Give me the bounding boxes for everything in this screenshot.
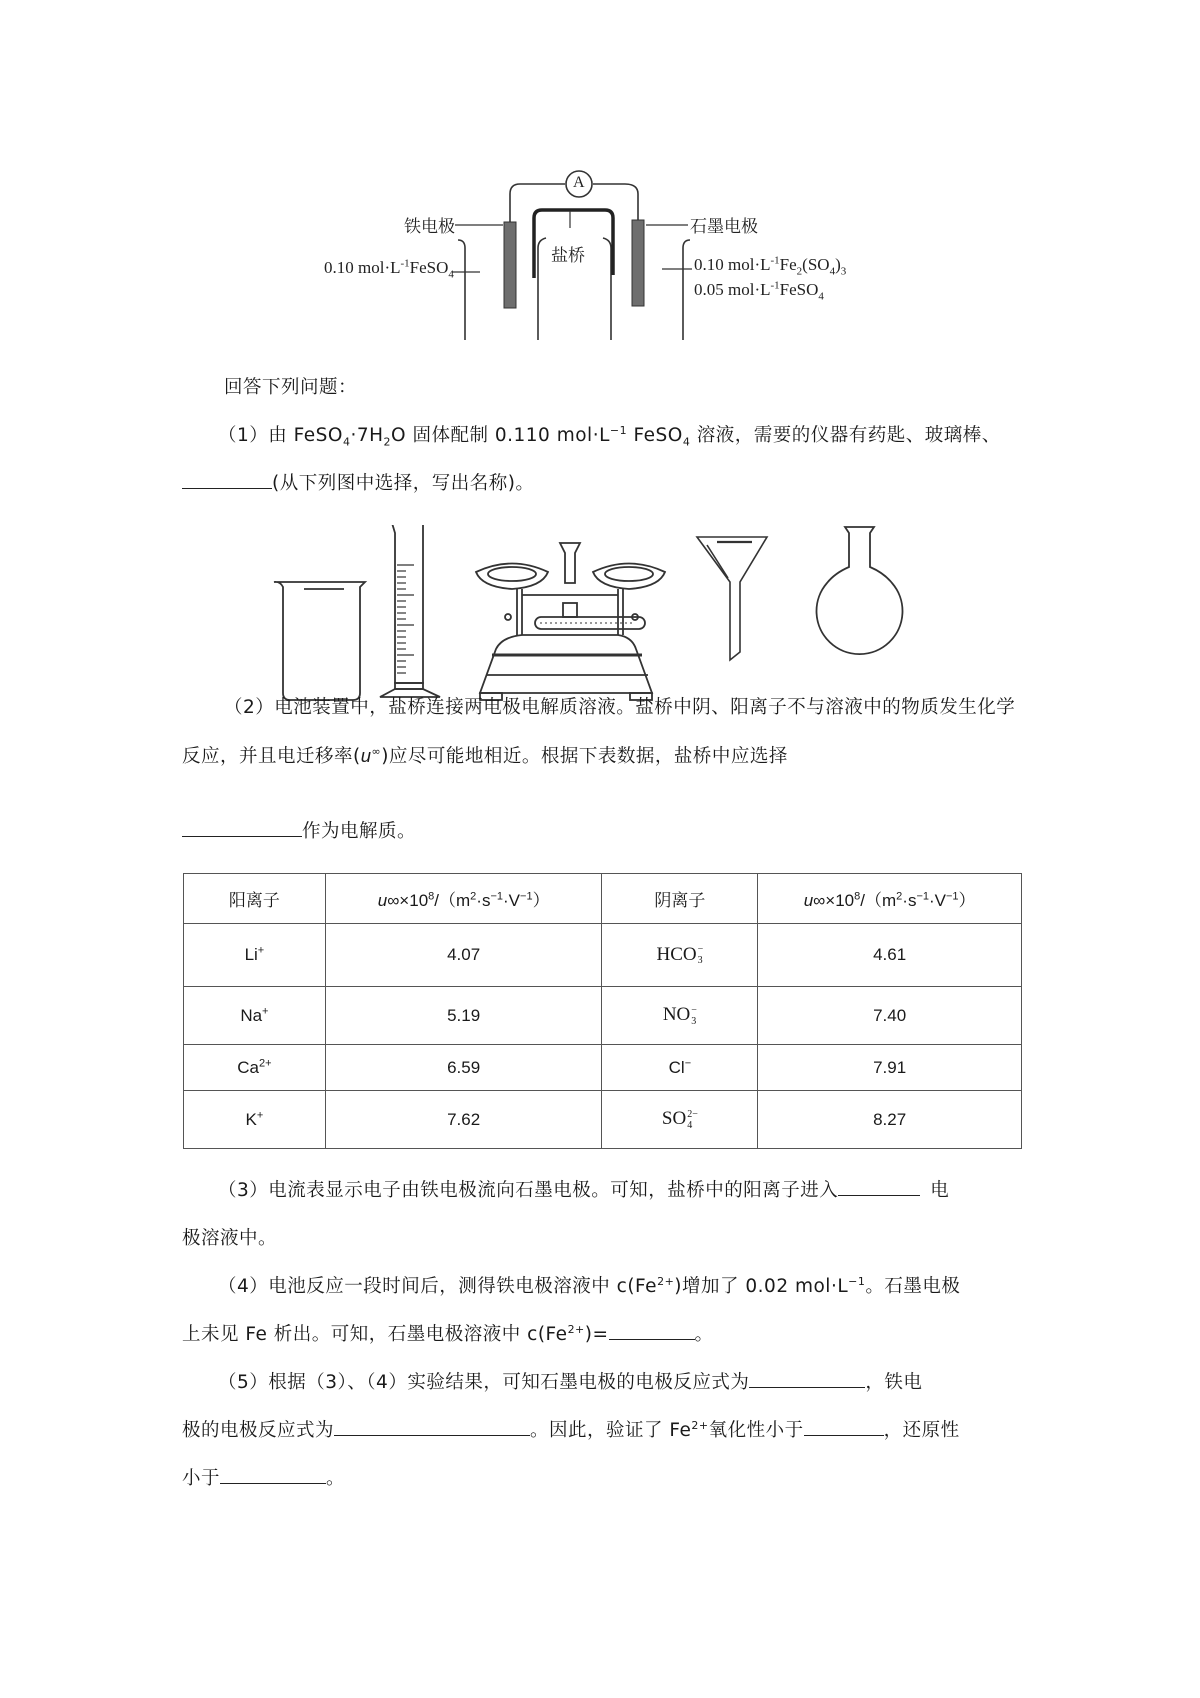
answer-blank-8[interactable] <box>220 1465 326 1484</box>
question-5-line-3: 小于 。 <box>182 1464 345 1490</box>
table-row <box>184 987 1022 1045</box>
salt-bridge-label: 盐桥 <box>551 246 585 266</box>
anion-value-cell: 4.61 <box>758 924 1022 987</box>
graphite-electrode <box>632 220 644 306</box>
question-1-line-1: （1）由 $FeSO_4\cdot 7H_2O$ 固体配制 0.110 $mol\cdot L^{-1}$ FeSO$_4$ 溶液，需要的仪器有药匙、玻璃棒、 <box>218 423 1001 449</box>
answer-blank-7[interactable] <box>804 1417 884 1436</box>
cation-value-cell: 4.07 <box>325 924 602 987</box>
graphite-electrode-label: 石墨电极 <box>690 217 758 237</box>
intro-text: 回答下列问题： <box>224 377 358 398</box>
anion-cell: SO 2− 4 <box>602 1091 758 1149</box>
anion-value-cell: 8.27 <box>758 1091 1022 1149</box>
question-4-line-1: （4）电池反应一段时间后，测得铁电极溶液中 $c(Fe^{2+})$增加了 0.02 $mol\cdot L^{-1}$。石墨电极 <box>218 1274 961 1297</box>
anion-value-cell: 7.91 <box>758 1045 1022 1091</box>
cation-value-cell: 7.62 <box>325 1091 602 1149</box>
graduated-cylinder-icon <box>380 525 440 697</box>
question-5-line-2: 极的电极反应式为 。因此，验证了 $Fe^{2+}$氧化性小于 ，还原性 <box>182 1418 960 1441</box>
answer-blank-5[interactable] <box>749 1369 865 1388</box>
cation-cell: Na+ <box>184 987 326 1045</box>
answer-blank-1[interactable] <box>182 470 272 489</box>
table-row <box>184 1045 1022 1091</box>
table-header-row <box>184 874 1022 924</box>
right-solution-label-1: 0.10 $mol\cdot L^{-1}Fe_2(SO_4)_3$ <box>694 254 847 278</box>
answer-blank-2[interactable] <box>182 818 302 837</box>
cation-value-cell: 5.19 <box>325 987 602 1045</box>
right-solution-label-2: 0.05 $mol\cdot L^{-1}FeSO_4$ <box>694 279 824 303</box>
round-bottom-flask-icon <box>817 527 903 654</box>
iron-electrode-label: 铁电极 <box>404 217 455 237</box>
question-2-line-3: 作为电解质。 <box>182 817 416 843</box>
question-1-line-2: (从下列图中选择，写出名称)。 <box>182 469 534 495</box>
question-3-line-1: （3）电流表显示电子由铁电极流向石墨电极。可知，盐桥中的阳离子进入 电 <box>218 1176 949 1202</box>
balance-icon <box>476 543 665 700</box>
anion-cell: Cl− <box>602 1045 758 1091</box>
anion-cell: NO − 3 <box>602 987 758 1045</box>
left-solution-label: 0.10 $mol\cdot L^{-1}FeSO_4$ <box>324 257 454 281</box>
header-mobility-cation: $u\infty\times 10^8/(m^2\cdot s^{-1}\cdot V^{-1})$ <box>325 874 602 924</box>
ammeter-label: A <box>573 174 585 191</box>
funnel-icon <box>697 537 767 660</box>
question-4-line-2: 上未见 Fe 析出。可知，石墨电极溶液中 $c(Fe^{2+})=$ 。 <box>182 1322 714 1345</box>
answer-blank-4[interactable] <box>609 1321 695 1340</box>
cation-cell: Li+ <box>184 924 326 987</box>
galvanic-cell-diagram <box>300 150 900 340</box>
anion-cell: HCO − 3 <box>602 924 758 987</box>
iron-electrode <box>504 222 516 308</box>
cation-cell: $Ca^{2+}$ <box>184 1045 326 1091</box>
answer-blank-3[interactable] <box>838 1177 920 1196</box>
beaker-icon <box>274 582 365 700</box>
question-2-text: （2）电池装置中，盐桥连接两电极电解质溶液。盐桥中阴、阳离子不与溶液中的物质发生化学反应，并且电迁移率(u∞)应尽可能地相近。根据下表数据，盐桥中应选择 <box>182 697 1016 767</box>
ion-mobility-table <box>183 873 1022 1149</box>
right-beaker <box>603 238 690 340</box>
header-anion: 阴离子 <box>602 874 758 924</box>
table-row <box>184 924 1022 987</box>
question-3-line-2: 极溶液中。 <box>182 1228 278 1249</box>
question-5-line-1: （5）根据（3）、（4）实验结果，可知石墨电极的电极反应式为 ，铁电 <box>218 1368 922 1394</box>
anion-value-cell: 7.40 <box>758 987 1022 1045</box>
table-row <box>184 1091 1022 1149</box>
answer-blank-6[interactable] <box>334 1417 530 1436</box>
cation-value-cell: 6.59 <box>325 1045 602 1091</box>
header-mobility-anion: $u\infty\times 10^8/(m^2\cdot s^{-1}\cdot V^{-1})$ <box>758 874 1022 924</box>
header-cation: 阳离子 <box>184 874 326 924</box>
cation-cell: K+ <box>184 1091 326 1149</box>
